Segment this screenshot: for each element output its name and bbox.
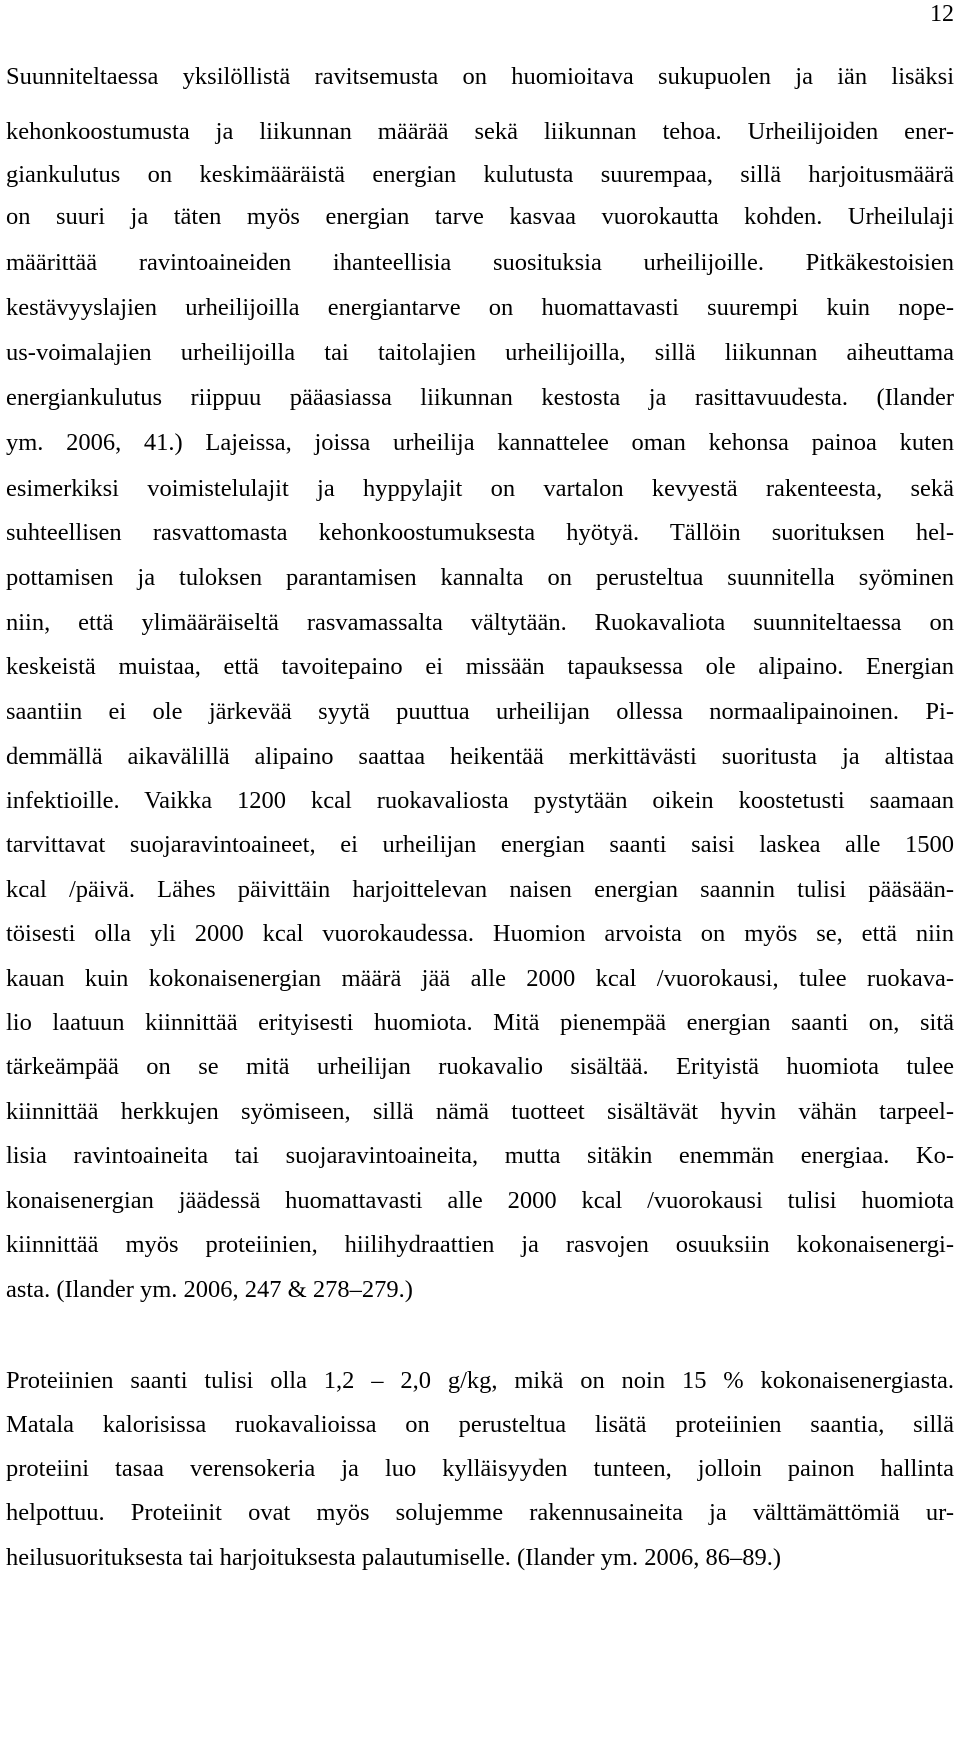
text-line: demmällä aikavälillä alipaino saattaa heikentää merkittävästi suoritusta ja altistaa — [6, 743, 954, 770]
text-line: energiankulutus riippuu pääasiassa liikunnan kestosta ja rasittavuudesta. (Ilander — [6, 384, 954, 411]
text-line: lio laatuun kiinnittää erityisesti huomiota. Mitä pienempää energian saanti on, sitä — [6, 1009, 954, 1036]
text-line: tärkeämpää on se mitä urheilijan ruokavalio sisältää. Erityistä huomiota tulee — [6, 1053, 954, 1080]
text-line: kiinnittää myös proteiinien, hiilihydraattien ja rasvojen osuuksiin kokonaisenergi- — [6, 1231, 954, 1258]
text-line: keskeistä muistaa, että tavoitepaino ei missään tapauksessa ole alipaino. Energian — [6, 653, 954, 680]
text-line: on suuri ja täten myös energian tarve kasvaa vuorokautta kohden. Urheilulaji — [6, 203, 954, 230]
text-line: suhteellisen rasvattomasta kehonkoostumuksesta hyötyä. Tällöin suorituksen hel- — [6, 519, 954, 546]
text-line: määrittää ravintoaineiden ihanteellisia suosituksia urheilijoille. Pitkäkestoisien — [6, 249, 954, 276]
text-line: heilusuorituksesta tai harjoituksesta palautumiselle. (Ilander ym. 2006, 86–89.) — [6, 1544, 781, 1571]
text-line: asta. (Ilander ym. 2006, 247 & 278–279.) — [6, 1276, 413, 1303]
text-line: infektioille. Vaikka 1200 kcal ruokavaliosta pystytään oikein koostetusti saamaan — [6, 787, 954, 814]
text-line: tarvittavat suojaravintoaineet, ei urheilijan energian saanti saisi laskea alle 1500 — [6, 831, 954, 858]
text-line: lisia ravintoaineita tai suojaravintoaineita, mutta sitäkin enemmän energiaa. Ko- — [6, 1142, 954, 1169]
text-line: kestävyyslajien urheilijoilla energiantarve on huomattavasti suurempi kuin nope- — [6, 294, 954, 321]
text-line: giankulutus on keskimääräistä energian kulutusta suurempaa, sillä harjoitusmäärä — [6, 161, 954, 188]
text-line: Suunniteltaessa yksilöllistä ravitsemusta on huomioitava sukupuolen ja iän lisäksi — [6, 63, 954, 90]
text-line: kauan kuin kokonaisenergian määrä jää alle 2000 kcal /vuorokausi, tulee ruokava- — [6, 965, 954, 992]
text-line: esimerkiksi voimistelulajit ja hyppylajit on vartalon kevyestä rakenteesta, sekä — [6, 475, 954, 502]
text-line: proteiini tasaa verensokeria ja luo kylläisyyden tunteen, jolloin painon hallinta — [6, 1455, 954, 1482]
text-line: saantiin ei ole järkevää syytä puuttua urheilijan ollessa normaalipainoinen. Pi- — [6, 698, 954, 725]
text-line: ym. 2006, 41.) Lajeissa, joissa urheilija kannattelee oman kehonsa painoa kuten — [6, 429, 954, 456]
text-line: pottamisen ja tuloksen parantamisen kannalta on perusteltua suunnitella syöminen — [6, 564, 954, 591]
page-number: 12 — [930, 1, 954, 27]
text-line: helpottuu. Proteiinit ovat myös solujemme rakennusaineita ja välttämättömiä ur- — [6, 1499, 954, 1526]
text-line: kiinnittää herkkujen syömiseen, sillä nämä tuotteet sisältävät hyvin vähän tarpeel- — [6, 1098, 954, 1125]
text-line: niin, että ylimääräiseltä rasvamassalta vältytään. Ruokavaliota suunniteltaessa on — [6, 609, 954, 636]
text-line: Proteiinien saanti tulisi olla 1,2 – 2,0 g/kg, mikä on noin 15 % kokonaisenergiasta. — [6, 1367, 954, 1394]
text-line: Matala kalorisissa ruokavalioissa on perusteltua lisätä proteiinien saantia, sillä — [6, 1411, 954, 1438]
text-line: töisesti olla yli 2000 kcal vuorokaudessa. Huomion arvoista on myös se, että niin — [6, 920, 954, 947]
text-line: kcal /päivä. Lähes päivittäin harjoittelevan naisen energian saannin tulisi pääsään- — [6, 876, 954, 903]
text-line: us-voimalajien urheilijoilla tai taitolajien urheilijoilla, sillä liikunnan aiheuttama — [6, 339, 954, 366]
text-line: konaisenergian jäädessä huomattavasti alle 2000 kcal /vuorokausi tulisi huomiota — [6, 1187, 954, 1214]
text-line: kehonkoostumusta ja liikunnan määrää sekä liikunnan tehoa. Urheilijoiden ener- — [6, 118, 954, 145]
